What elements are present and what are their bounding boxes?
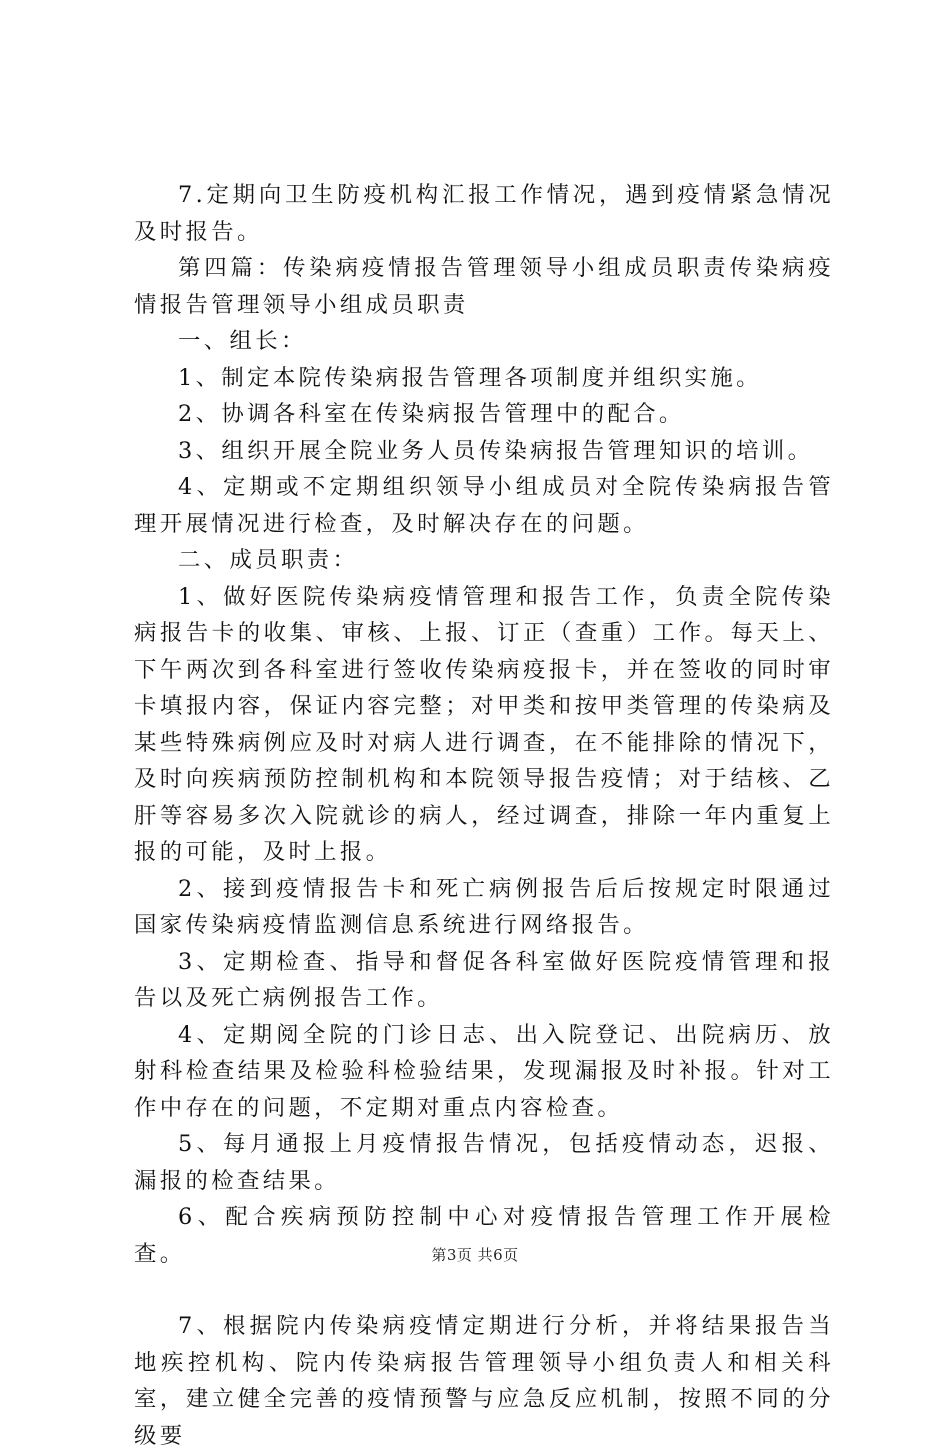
page-number-footer: 第3页 共6页	[431, 1246, 519, 1264]
section-heading-part-four: 第四篇：传染病疫情报告管理领导小组成员职责传染病疫情报告管理领导小组成员职责	[134, 255, 834, 318]
subheading-group-leader: 一、组长：	[178, 328, 307, 354]
member-duty-1: 1、做好医院传染病疫情管理和报告工作，负责全院传染病报告卡的收集、审核、上报、订正（查重）工作。每天上、下午两次到各科室进行签收传染病疫报卡，并在签收的同时审卡填报内容，保证内容完整；对甲类和按甲类管理的传染病及某些特殊病例应及时对病人进行调查，在不能排除的情况下，及时向疾病预防控制机构和本院领导报告疫情；对于结核、乙肝等容易多次入院就诊的病人，经过调查，排除一年内重复上报的可能，及时上报。	[134, 583, 834, 865]
member-duty-5: 5、每月通报上月疫情报告情况，包括疫情动态，迟报、漏报的检查结果。	[134, 1131, 834, 1194]
leader-duty-4: 4、定期或不定期组织领导小组成员对全院传染病报告管理开展情况进行检查，及时解决存在的问题。	[134, 474, 834, 537]
member-duty-3: 3、定期检查、指导和督促各科室做好医院疫情管理和报告以及死亡病例报告工作。	[134, 948, 834, 1011]
member-duty-4: 4、定期阅全院的门诊日志、出入院登记、出院病历、放射科检查结果及检验科检验结果，发现漏报及时补报。针对工作中存在的问题，不定期对重点内容检查。	[134, 1021, 834, 1121]
leader-duty-2: 2、协调各科室在传染病报告管理中的配合。	[178, 401, 685, 427]
member-duty-2: 2、接到疫情报告卡和死亡病例报告后后按规定时限通过国家传染病疫情监测信息系统进行网络报告。	[134, 875, 834, 938]
leader-duty-3: 3、组织开展全院业务人员传染病报告管理知识的培训。	[178, 437, 814, 464]
member-duty-6: 6、配合疾病预防控制中心对疫情报告管理工作开展检查。	[134, 1204, 834, 1267]
member-duty-7: 7、根据院内传染病疫情定期进行分析，并将结果报告当地疾控机构、院内传染病报告管理领导小组负责人和相关科室，建立健全完善的疫情预警与应急反应机制，按照不同的分级要	[134, 1313, 834, 1449]
leader-duty-1: 1、制定本院传染病报告管理各项制度并组织实施。	[178, 364, 762, 391]
paragraph-item-7-report: 7.定期向卫生防疫机构汇报工作情况，遇到疫情紧急情况及时报告。	[134, 182, 834, 245]
subheading-member-duties: 二、成员职责：	[178, 547, 359, 573]
